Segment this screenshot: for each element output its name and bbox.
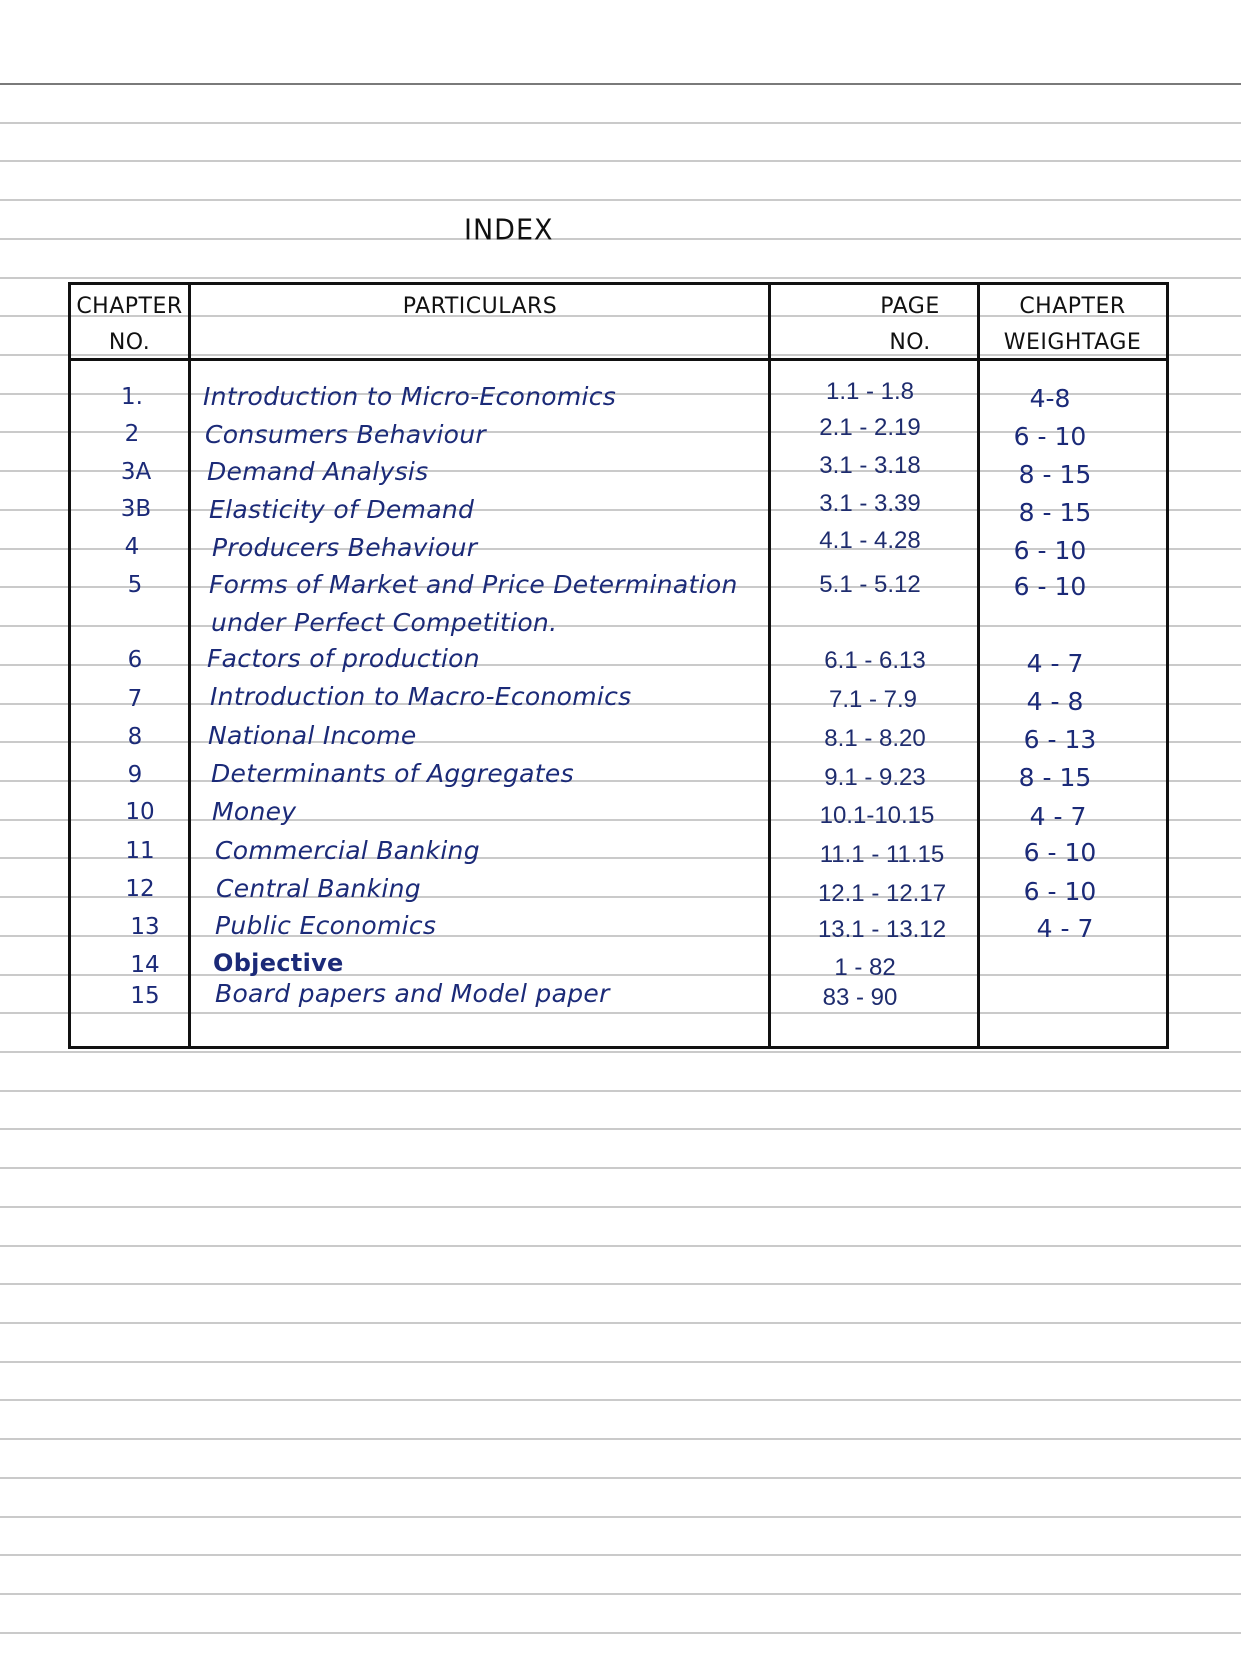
chapter-number: 4 — [124, 534, 140, 560]
chapter-title: Commercial Banking — [215, 836, 480, 865]
page-range: 12.1 - 12.17 — [817, 880, 947, 907]
chapter-weightage: 6 - 13 — [1023, 725, 1097, 754]
chapter-number: 2 — [124, 421, 140, 447]
header-chapter-no-line2: NO. — [108, 330, 151, 355]
page-range: 2.1 - 2.19 — [819, 414, 921, 441]
page-range: 6.1 - 6.13 — [824, 647, 926, 674]
chapter-title-continued: under Perfect Competition. — [211, 608, 558, 637]
chapter-title: Consumers Behaviour — [205, 420, 487, 449]
chapter-weightage: 4 - 7 — [1026, 649, 1084, 678]
ruled-line — [0, 1128, 1241, 1130]
page-range: 7.1 - 7.9 — [828, 686, 918, 713]
chapter-number: 12 — [125, 876, 155, 902]
header-weightage-line1: CHAPTER — [1019, 294, 1126, 319]
page-range: 13.1 - 13.12 — [817, 916, 947, 943]
ruled-line — [0, 1516, 1241, 1518]
chapter-title: Money — [212, 797, 297, 826]
ruled-line — [0, 1283, 1241, 1285]
page-range: 83 - 90 — [822, 984, 898, 1011]
ruled-line — [0, 1245, 1241, 1247]
ruled-line — [0, 277, 1241, 279]
ruled-line — [0, 122, 1241, 124]
chapter-title: Board papers and Model paper — [215, 979, 610, 1008]
page-range: 9.1 - 9.23 — [824, 764, 926, 791]
page-range: 4.1 - 4.28 — [819, 527, 921, 554]
chapter-weightage: 6 - 10 — [1023, 838, 1097, 867]
page-range: 11.1 - 11.15 — [819, 841, 945, 868]
ruled-line — [0, 1399, 1241, 1401]
chapter-number: 5 — [127, 572, 143, 598]
chapter-number: 3B — [120, 496, 152, 522]
column-divider — [188, 282, 191, 1049]
ruled-line — [0, 1051, 1241, 1053]
chapter-weightage: 4-8 — [1029, 384, 1071, 413]
header-divider — [68, 358, 1169, 361]
ruled-line — [0, 1361, 1241, 1363]
chapter-number: 10 — [125, 799, 155, 825]
chapter-weightage: 6 - 10 — [1013, 422, 1087, 451]
chapter-title: Elasticity of Demand — [209, 495, 475, 524]
chapter-number: 3A — [120, 459, 152, 485]
chapter-weightage: 6 - 10 — [1013, 536, 1087, 565]
chapter-title: Determinants of Aggregates — [211, 759, 574, 788]
ruled-line — [0, 1632, 1241, 1634]
chapter-title: Factors of production — [207, 644, 480, 673]
page-range: 1.1 - 1.8 — [825, 378, 915, 405]
chapter-title: Demand Analysis — [207, 457, 429, 486]
chapter-number: 11 — [125, 838, 155, 864]
chapter-weightage: 8 - 15 — [1018, 498, 1092, 527]
chapter-title: Introduction to Macro-Economics — [210, 682, 632, 711]
chapter-number: 1. — [121, 384, 143, 410]
ruled-line — [0, 1554, 1241, 1556]
chapter-title: Introduction to Micro-Economics — [203, 382, 617, 411]
chapter-number: 6 — [127, 647, 143, 673]
chapter-title: National Income — [208, 721, 417, 750]
chapter-weightage: 4 - 7 — [1029, 802, 1087, 831]
page-range: 5.1 - 5.12 — [819, 571, 921, 598]
header-page-no-line2: NO. — [889, 330, 931, 355]
chapter-weightage: 8 - 15 — [1018, 763, 1092, 792]
ruled-line — [0, 1438, 1241, 1440]
page-range: 10.1-10.15 — [819, 802, 935, 829]
top-margin-line — [0, 83, 1241, 85]
chapter-weightage: 6 - 10 — [1023, 877, 1097, 906]
header-page-no-line1: PAGE — [880, 294, 940, 319]
header-weightage-line2: WEIGHTAGE — [1003, 330, 1142, 355]
ruled-line — [0, 1593, 1241, 1595]
page-range: 1 - 82 — [834, 954, 896, 981]
ruled-line — [0, 1206, 1241, 1208]
chapter-title: Forms of Market and Price Determination — [209, 570, 738, 599]
ruled-line — [0, 160, 1241, 162]
chapter-number: 13 — [130, 914, 160, 940]
ruled-line — [0, 1090, 1241, 1092]
chapter-number: 8 — [127, 724, 143, 750]
ruled-line — [0, 1477, 1241, 1479]
chapter-number: 9 — [127, 762, 143, 788]
chapter-title: Objective — [213, 949, 344, 977]
chapter-number: 7 — [127, 686, 143, 712]
chapter-weightage: 4 - 7 — [1036, 914, 1094, 943]
chapter-number: 14 — [130, 952, 160, 978]
ruled-line — [0, 1322, 1241, 1324]
header-chapter-no-line1: CHAPTER — [76, 294, 183, 319]
chapter-weightage: 6 - 10 — [1013, 572, 1087, 601]
page-range: 8.1 - 8.20 — [824, 725, 926, 752]
chapter-title: Central Banking — [216, 874, 421, 903]
page-range: 3.1 - 3.18 — [819, 452, 921, 479]
column-divider — [977, 282, 980, 1049]
ruled-line — [0, 1167, 1241, 1169]
page-title: INDEX — [464, 214, 554, 247]
chapter-title: Producers Behaviour — [212, 533, 478, 562]
chapter-title: Public Economics — [215, 911, 437, 940]
header-particulars: PARTICULARS — [402, 294, 558, 319]
chapter-weightage: 4 - 8 — [1026, 687, 1084, 716]
chapter-number: 15 — [130, 983, 160, 1009]
ruled-line — [0, 199, 1241, 201]
column-divider — [768, 282, 771, 1049]
chapter-weightage: 8 - 15 — [1018, 460, 1092, 489]
ruled-line — [0, 238, 1241, 240]
page-range: 3.1 - 3.39 — [819, 490, 921, 517]
